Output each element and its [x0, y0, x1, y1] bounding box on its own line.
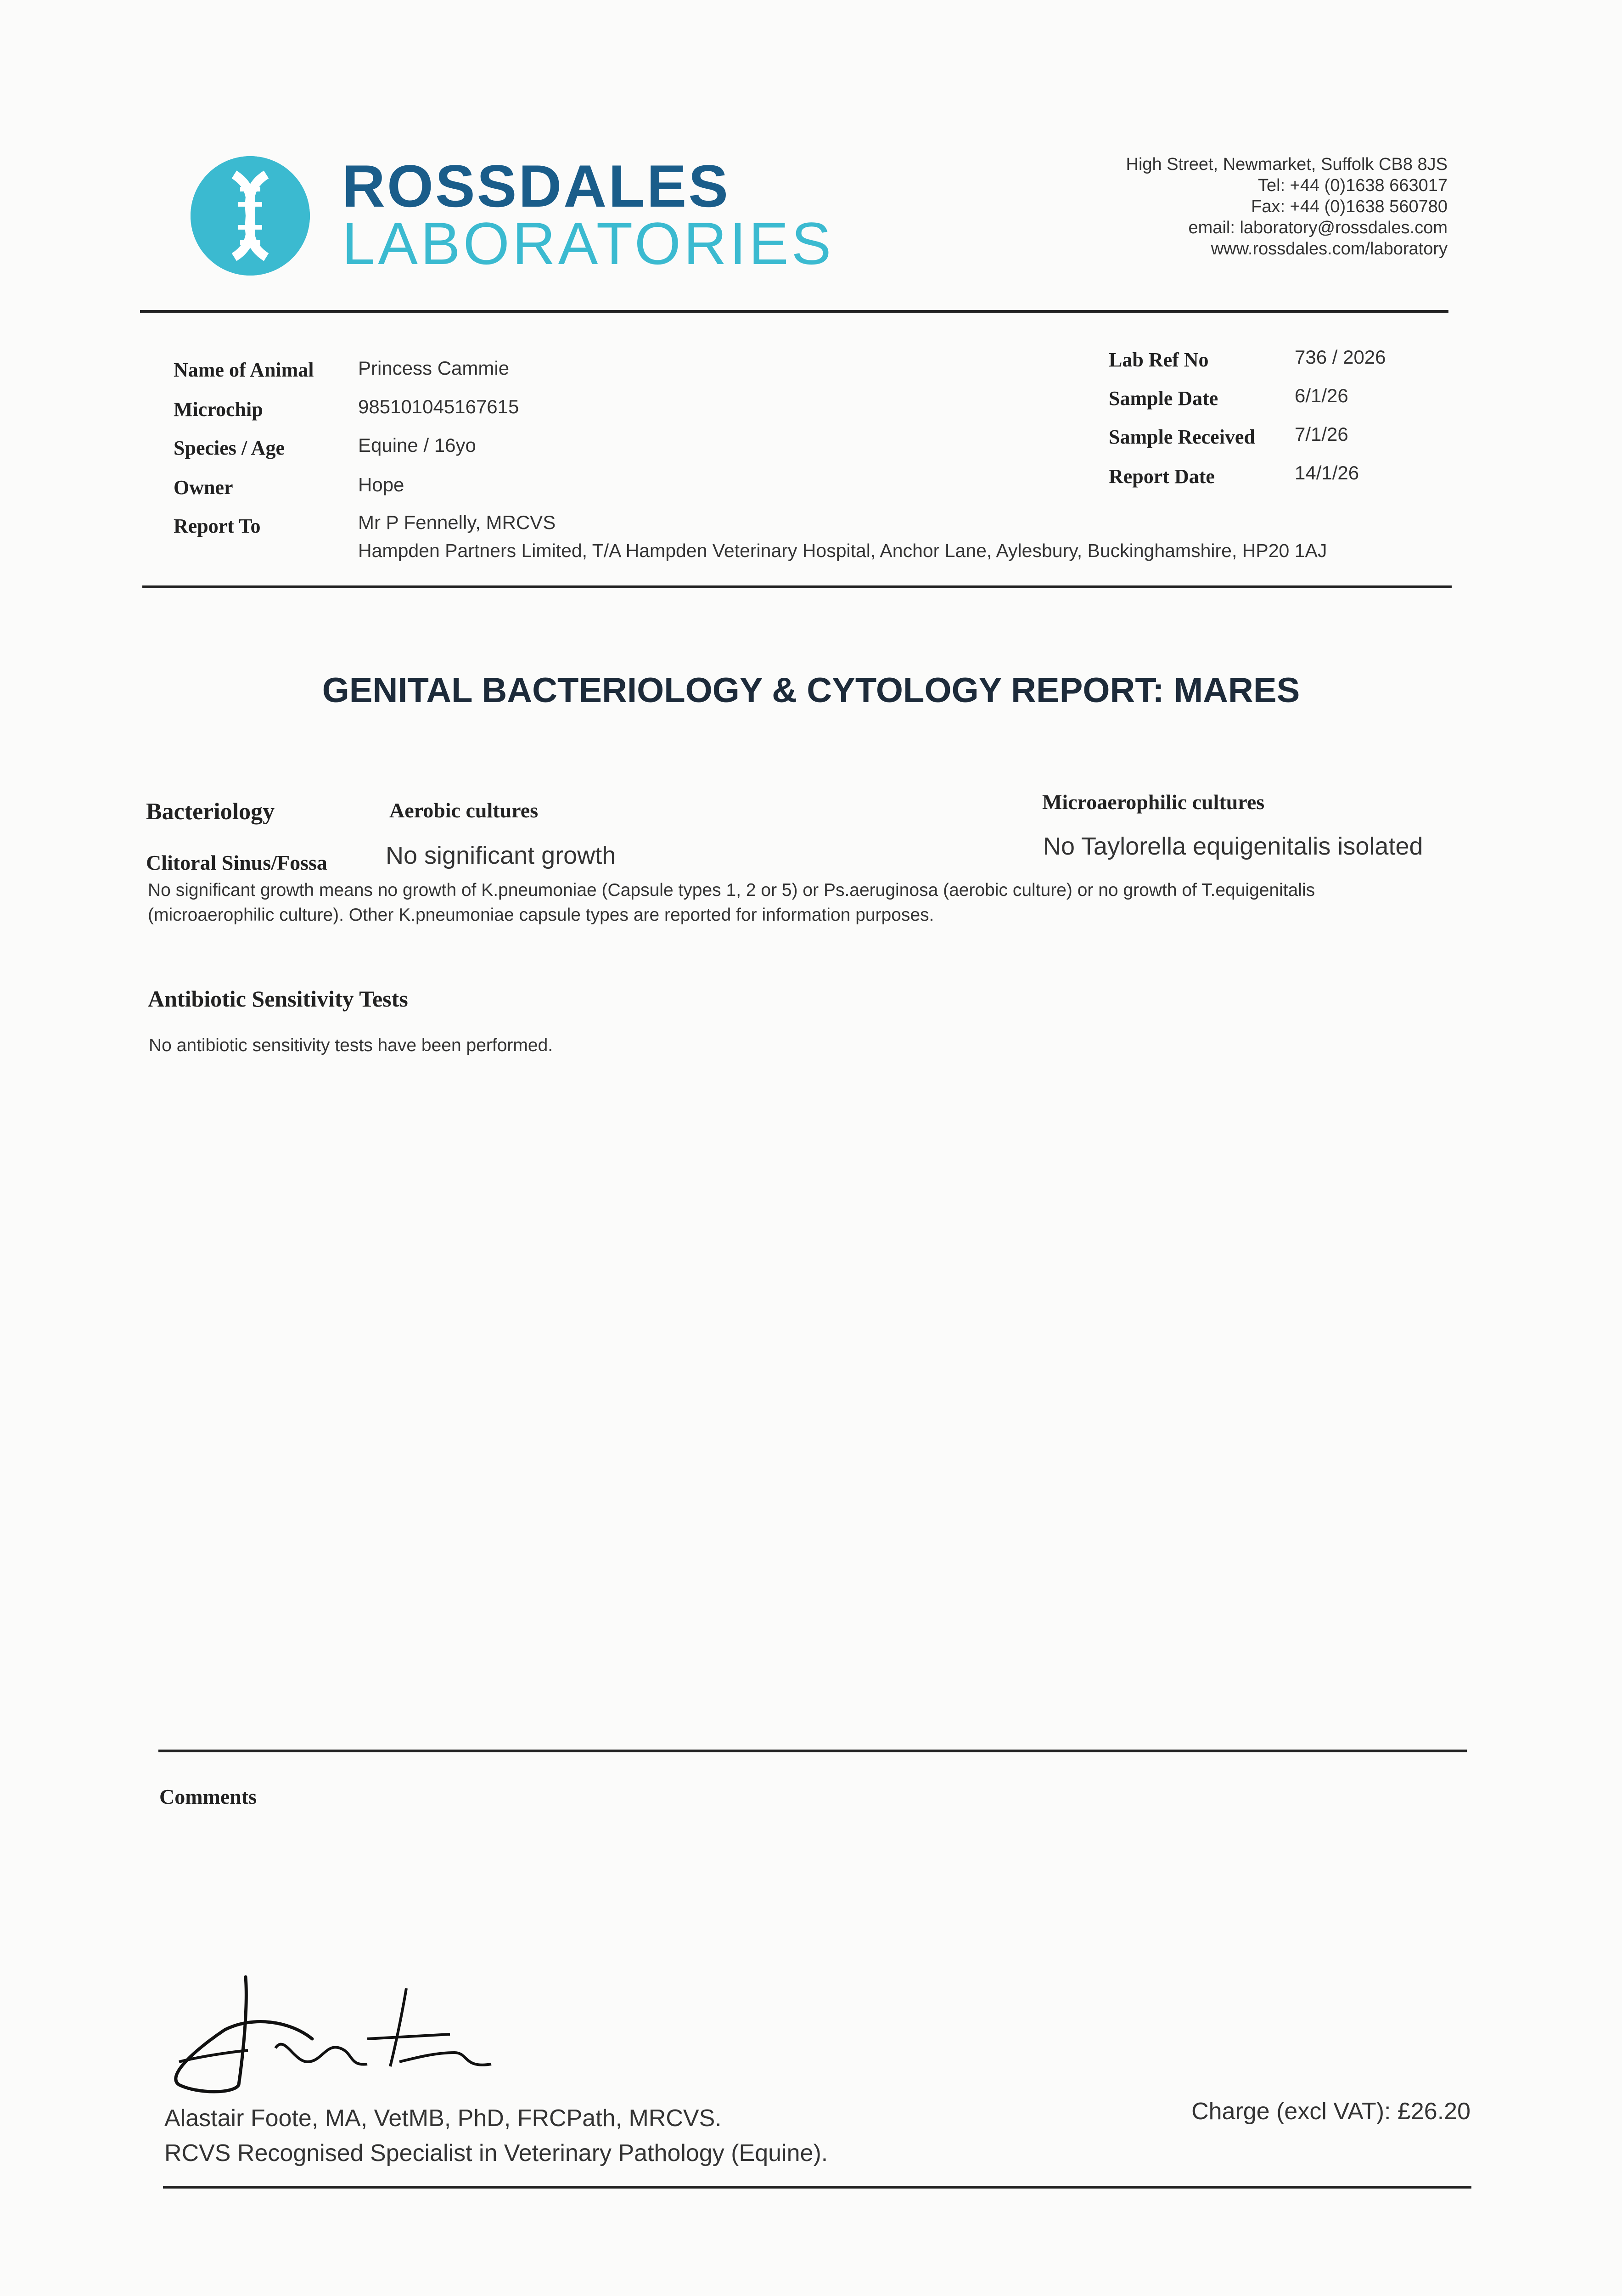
- owner-value: Hope: [358, 474, 404, 495]
- owner-label: Owner: [174, 476, 233, 499]
- lab-tel: Tel: +44 (0)1638 663017: [1257, 176, 1448, 195]
- report-to-label: Report To: [174, 515, 261, 537]
- signatory: [164, 2101, 828, 2171]
- lab-address: High Street, Newmarket, Suffolk CB8 8JS: [1126, 155, 1448, 174]
- ast-heading: Antibiotic Sensitivity Tests: [148, 986, 408, 1012]
- brand-name: ROSSDALES: [342, 152, 730, 219]
- site-label: Clitoral Sinus/Fossa: [146, 851, 327, 874]
- aerobic-heading: Aerobic cultures: [389, 799, 539, 822]
- bacteriology-heading: Bacteriology: [146, 799, 275, 825]
- comments-label: Comments: [159, 1785, 257, 1808]
- species-label: Species / Age: [174, 437, 285, 459]
- comments-divider: [158, 1750, 1467, 1752]
- species-value: Equine / 16yo: [358, 434, 476, 456]
- dna-icon: [191, 156, 310, 276]
- microchip-value: 985101045167615: [358, 396, 519, 417]
- lab-ref-value: 736 / 2026: [1295, 346, 1386, 368]
- signatory-title: RCVS Recognised Specialist in Veterinary Pathology (Equine).: [164, 2140, 828, 2167]
- sample-received-value: 7/1/26: [1295, 423, 1348, 445]
- sample-date-value: 6/1/26: [1295, 385, 1348, 406]
- sample-date-label: Sample Date: [1109, 387, 1218, 410]
- lab-fax: Fax: +44 (0)1638 560780: [1251, 197, 1448, 216]
- results-note: [148, 878, 1470, 928]
- charge: Charge (excl VAT): £26.20: [1191, 2098, 1470, 2125]
- results-note-line-2: (microaerophilic culture). Other K.pneumoniae capsule types are reported for information purposes.: [148, 905, 934, 925]
- header-divider: [140, 310, 1448, 313]
- animal-label: Name of Animal: [174, 359, 314, 381]
- report-date-label: Report Date: [1109, 465, 1215, 488]
- report-title: GENITAL BACTERIOLOGY & CYTOLOGY REPORT: MARES: [322, 671, 1300, 710]
- microaerophilic-result: No Taylorella equigenitalis isolated: [1043, 833, 1423, 860]
- report-date-value: 14/1/26: [1295, 462, 1359, 484]
- signatory-name: Alastair Foote, MA, VetMB, PhD, FRCPath, MRCVS.: [164, 2105, 722, 2132]
- lab-email: email: laboratory@rossdales.com: [1188, 218, 1448, 237]
- footer-divider: [163, 2186, 1471, 2189]
- animal-value: Princess Cammie: [358, 357, 510, 379]
- report-to-address: Hampden Partners Limited, T/A Hampden Veterinary Hospital, Anchor Lane, Aylesbury, Buckinghamshire, HP20 1AJ: [358, 540, 1327, 561]
- report-to-value: Mr P Fennelly, MRCVS: [358, 512, 556, 533]
- lab-website: www.rossdales.com/laboratory: [1211, 239, 1448, 259]
- microaerophilic-heading: Microaerophilic cultures: [1042, 790, 1265, 814]
- details-divider: [142, 585, 1452, 588]
- aerobic-result: No significant growth: [386, 842, 616, 869]
- results-note-line-1: No significant growth means no growth of K.pneumoniae (Capsule types 1, 2 or 5) or Ps.aeruginosa (aerobic culture) or no growth of T.equigenitalis: [148, 880, 1315, 900]
- signature-icon: [170, 1970, 500, 2099]
- lab-ref-label: Lab Ref No: [1109, 349, 1209, 371]
- ast-text: No antibiotic sensitivity tests have been performed.: [149, 1035, 553, 1055]
- sample-received-label: Sample Received: [1109, 426, 1255, 448]
- lab-contact-block: [1126, 154, 1448, 259]
- brand-subtitle: LABORATORIES: [342, 210, 834, 277]
- microchip-label: Microchip: [174, 398, 263, 421]
